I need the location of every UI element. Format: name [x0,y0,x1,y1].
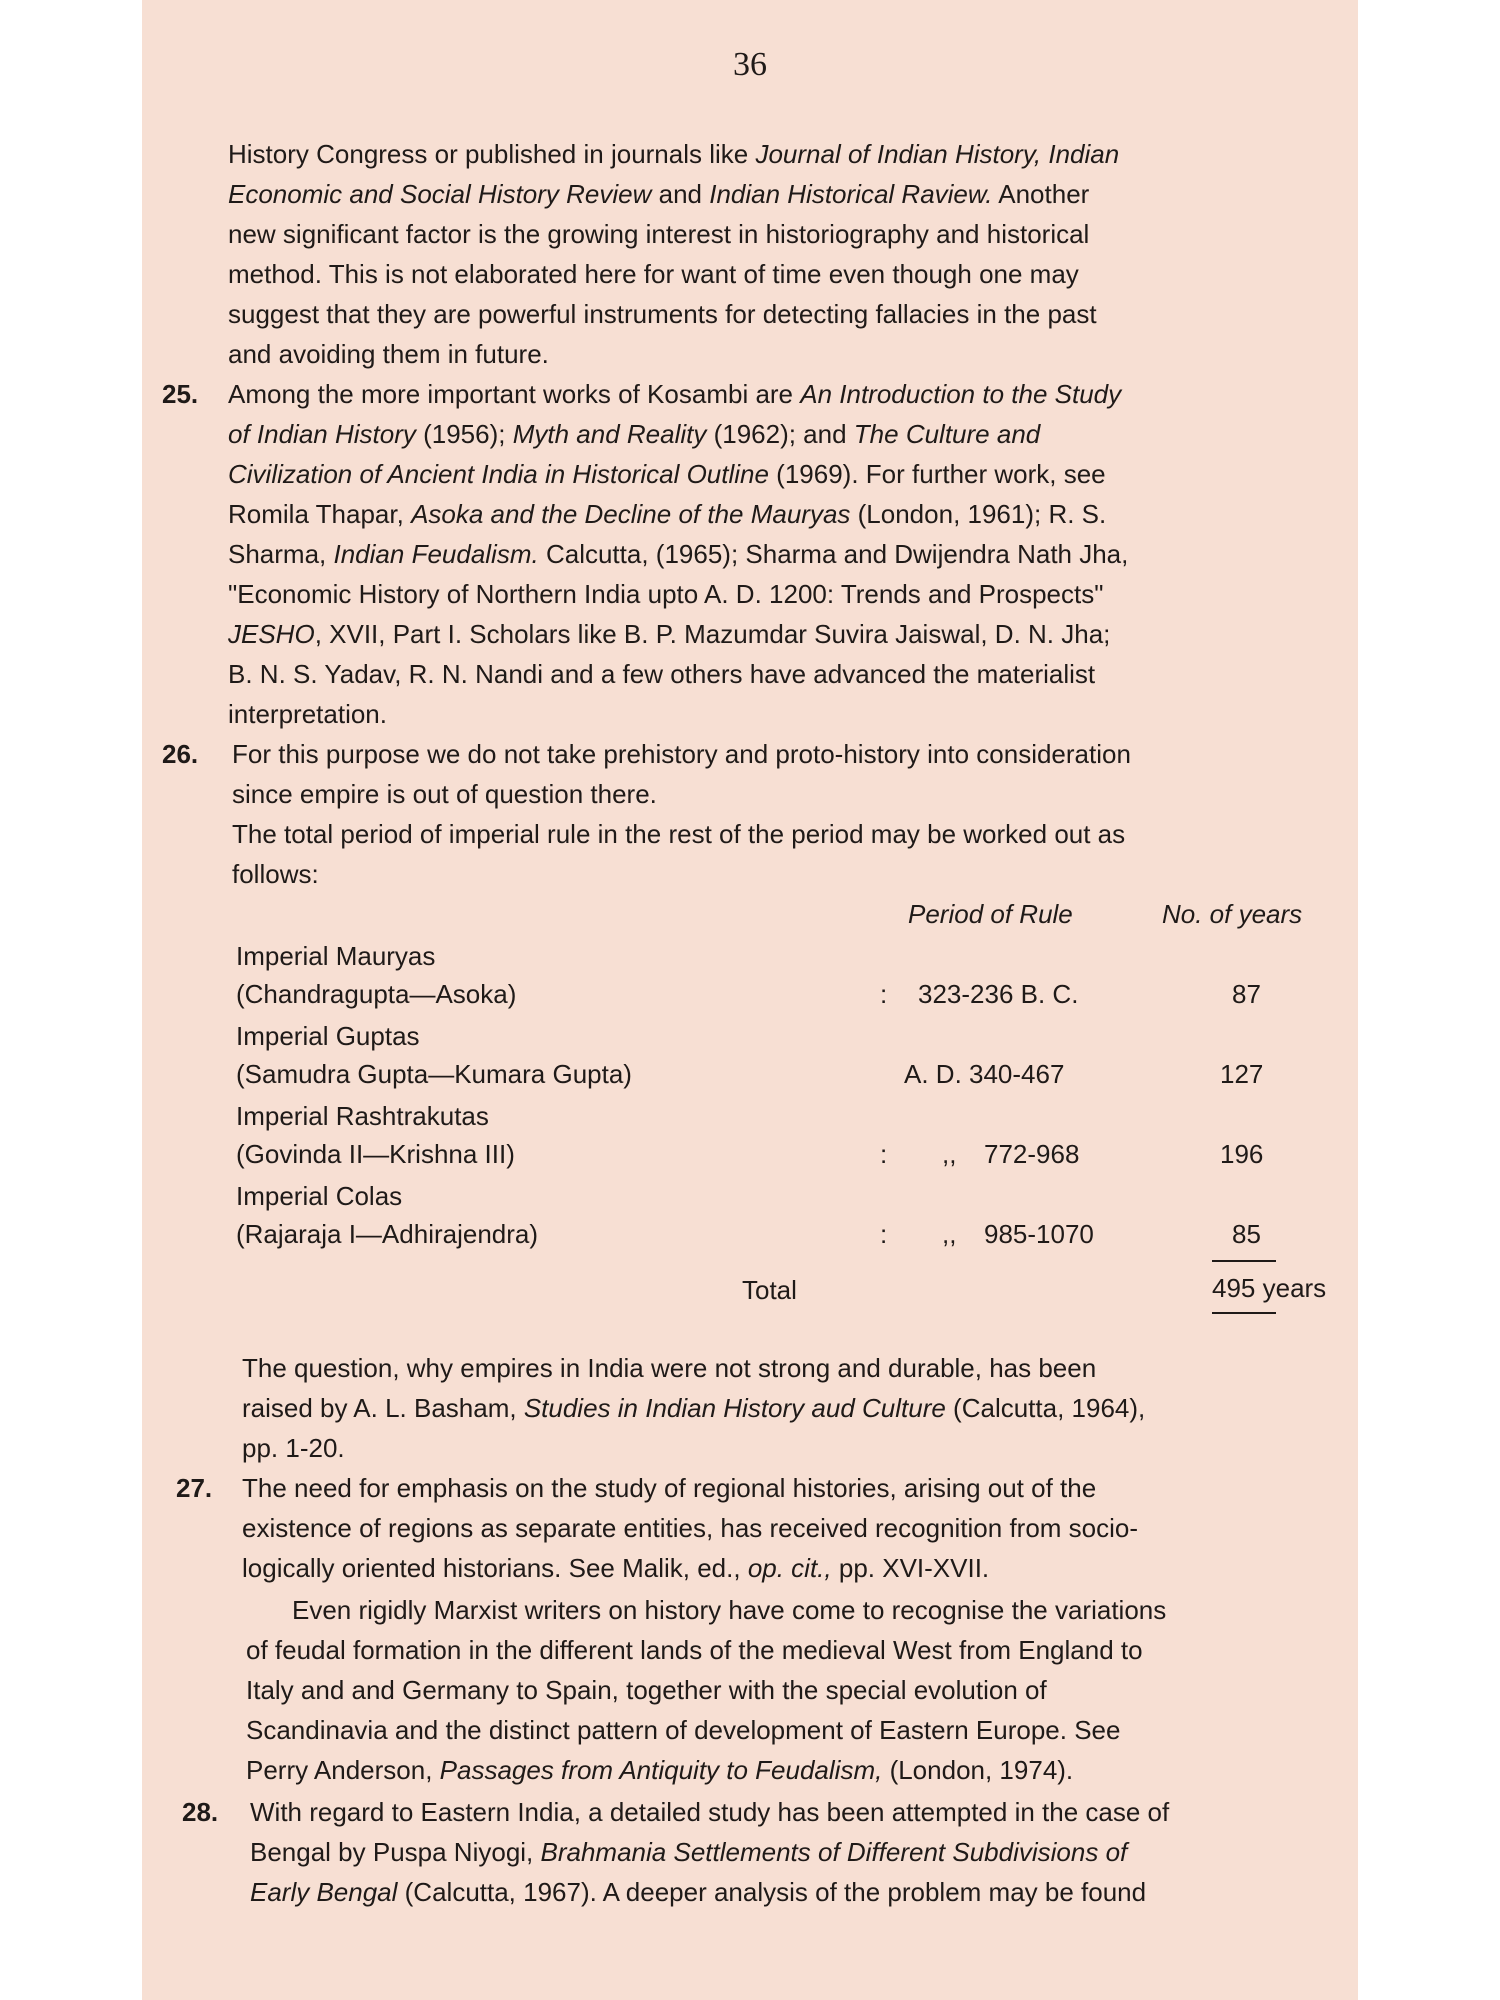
table-dynasty: Imperial Colas [236,1181,403,1211]
table-header-period: Period of Rule [908,899,1073,929]
table-rulers: (Samudra Gupta—Kumara Gupta) [236,1059,632,1089]
text-line: With regard to Eastern India, a detailed study has been attempted in the case of [250,1797,1170,1827]
table-period: 985-1070 [984,1219,1094,1249]
table-total-label: Total [742,1275,797,1305]
text-line: The total period of imperial rule in the rest of the period may be worked out as [232,819,1126,849]
text-line: Civilization of Ancient India in Historical Outline (1969). For further work, see [228,459,1106,489]
table-header-years: No. of years [1162,899,1303,929]
text-line: pp. 1-20. [242,1433,345,1463]
text-line: Economic and Social History Review and Indian Historical Raview. Another [228,179,1090,209]
text-line: raised by A. L. Basham, Studies in Indian History aud Culture (Calcutta, 1964), [242,1393,1146,1423]
table-period: 323-236 B. C. [918,979,1079,1009]
text-line: of feudal formation in the different lands of the medieval West from England to [246,1635,1143,1665]
text-line: since empire is out of question there. [232,779,657,809]
table-rulers: (Rajaraja I—Adhirajendra) [236,1219,539,1249]
text-line: B. N. S. Yadav, R. N. Nandi and a few others have advanced the materialist [228,659,1096,689]
note-number-26: 26. [162,739,199,769]
table-years: 127 [1220,1059,1264,1089]
text-line: Among the more important works of Kosambi are An Introduction to the Study [228,379,1122,409]
text-line: of Indian History (1956); Myth and Reality (1962); and The Culture and [228,419,1041,449]
text-line: Perry Anderson, Passages from Antiquity to Feudalism, (London, 1974). [246,1755,1074,1785]
text-line: "Economic History of Northern India upto A. D. 1200: Trends and Prospects" [228,579,1104,609]
text-line: new significant factor is the growing interest in historiography and historical [228,219,1090,249]
table-years: 87 [1232,979,1261,1009]
text-line: Sharma, Indian Feudalism. Calcutta, (1965); Sharma and Dwijendra Nath Jha, [228,539,1129,569]
text-line: The question, why empires in India were not strong and durable, has been [242,1353,1097,1383]
text-line: follows: [232,859,319,889]
table-years: 196 [1220,1139,1264,1169]
total-rule-top [1212,1260,1276,1262]
text-line: Romila Thapar, Asoka and the Decline of the Mauryas (London, 1961); R. S. [228,499,1107,529]
table-separator: : [880,1219,888,1249]
table-total-value: 495 years [1212,1273,1327,1303]
table-dynasty: Imperial Rashtrakutas [236,1101,489,1131]
text-line: The need for emphasis on the study of regional histories, arising out of the [242,1473,1097,1503]
text-line: JESHO, XVII, Part I. Scholars like B. P. Mazumdar Suvira Jaiswal, D. N. Jha; [228,619,1111,649]
ditto-mark: ,, [942,1139,957,1169]
document-page [142,0,1358,2000]
table-rulers: (Govinda II—Krishna III) [236,1139,515,1169]
table-separator: : [880,979,888,1009]
table-period: A. D. 340-467 [904,1059,1065,1089]
note-number-25: 25. [162,379,199,409]
note-number-28: 28. [182,1797,219,1827]
table-years: 85 [1232,1219,1261,1249]
note-number-27: 27. [176,1473,213,1503]
table-period: 772-968 [984,1139,1080,1169]
table-dynasty: Imperial Guptas [236,1021,420,1051]
text-line: existence of regions as separate entities, has received recognition from socio- [242,1513,1139,1543]
text-line: logically oriented historians. See Malik, ed., op. cit., pp. XVI-XVII. [242,1553,990,1583]
table-dynasty: Imperial Mauryas [236,941,436,971]
text-line: method. This is not elaborated here for want of time even though one may [228,259,1079,289]
text-line: Even rigidly Marxist writers on history have come to recognise the variations [292,1595,1167,1625]
text-line: Early Bengal (Calcutta, 1967). A deeper analysis of the problem may be found [250,1877,1147,1907]
text-line: and avoiding them in future. [228,339,549,369]
text-line: suggest that they are powerful instruments for detecting fallacies in the past [228,299,1097,329]
page-number: 36 [733,46,767,83]
table-separator: : [880,1139,888,1169]
total-rule-bottom [1212,1312,1276,1314]
text-line: Italy and and Germany to Spain, together with the special evolution of [246,1675,1047,1705]
text-line: Scandinavia and the distinct pattern of development of Eastern Europe. See [246,1715,1121,1745]
ditto-mark: ,, [942,1219,957,1249]
text-line: interpretation. [228,699,387,729]
text-line: Bengal by Puspa Niyogi, Brahmania Settlements of Different Subdivisions of [250,1837,1128,1867]
text-line: History Congress or published in journals like Journal of Indian History, Indian [228,139,1120,169]
text-line: For this purpose we do not take prehistory and proto-history into consideration [232,739,1131,769]
table-rulers: (Chandragupta—Asoka) [236,979,517,1009]
